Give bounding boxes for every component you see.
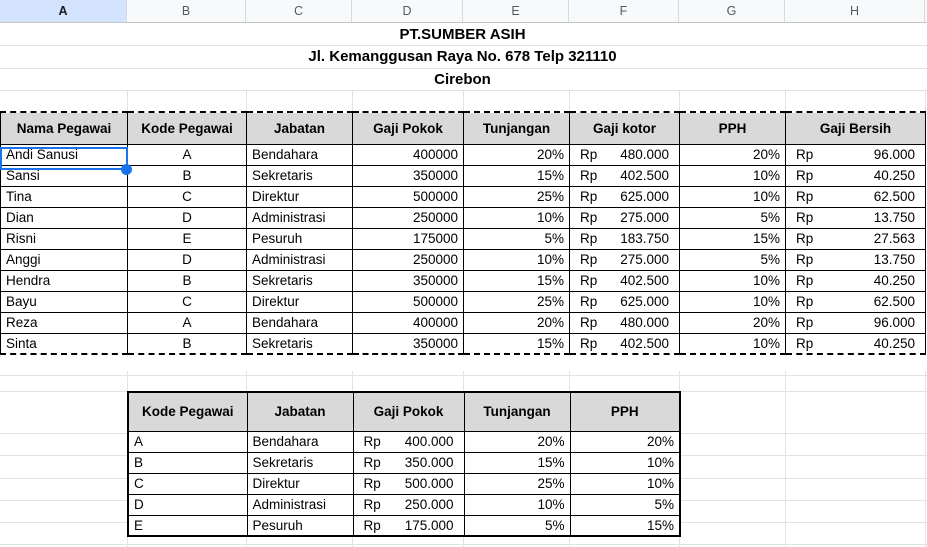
- currency-label: Rp: [580, 189, 598, 204]
- cell-gaji-pokok[interactable]: 250000: [353, 207, 464, 228]
- cell-gaji-bersih[interactable]: [786, 312, 926, 333]
- gaji-kotor-value: 480.000: [620, 315, 669, 330]
- currency-label: Rp: [363, 434, 381, 449]
- cell-jabatan[interactable]: Administrasi: [247, 207, 353, 228]
- gaji-bersih-value: 96.000: [873, 315, 915, 330]
- gaji-bersih-value: 13.750: [873, 252, 915, 267]
- cell-gaji-pokok[interactable]: [353, 515, 464, 536]
- cell-jabatan[interactable]: Bendahara: [247, 144, 353, 165]
- cell-tunjangan[interactable]: 20%: [464, 431, 570, 452]
- header-tunjangan[interactable]: Tunjangan: [464, 112, 570, 144]
- cell-jabatan[interactable]: Sekretaris: [247, 270, 353, 291]
- column-header-B[interactable]: B: [127, 0, 246, 22]
- currency-label: Rp: [796, 147, 814, 162]
- currency-label: Rp: [363, 497, 381, 512]
- lookup-header-kode-pegawai[interactable]: Kode Pegawai: [128, 392, 247, 431]
- column-header-E[interactable]: E: [463, 0, 569, 22]
- cell-gaji-bersih[interactable]: [786, 165, 926, 186]
- cell-gaji-bersih[interactable]: [786, 270, 926, 291]
- column-header-G[interactable]: G: [679, 0, 785, 22]
- cell-gaji-bersih[interactable]: [786, 186, 926, 207]
- cell-gaji-pokok[interactable]: [353, 473, 464, 494]
- cell-nama-pegawai[interactable]: Dian: [1, 207, 128, 228]
- header-nama-pegawai[interactable]: Nama Pegawai: [1, 112, 128, 144]
- currency-label: Rp: [796, 210, 814, 225]
- gaji-bersih-value: 13.750: [873, 210, 915, 225]
- currency-label: Rp: [580, 210, 598, 225]
- lookup-row: [128, 452, 680, 473]
- currency-label: Rp: [580, 168, 598, 183]
- cell-gaji-pokok[interactable]: 350000: [353, 165, 464, 186]
- employee-row: [1, 165, 926, 186]
- cell-kode-pegawai[interactable]: B: [128, 333, 247, 354]
- cell-pph[interactable]: 5%: [570, 494, 680, 515]
- cell-kode-pegawai[interactable]: C: [128, 186, 247, 207]
- cell-pph[interactable]: 10%: [570, 452, 680, 473]
- cell-kode-pegawai[interactable]: A: [128, 144, 247, 165]
- cell-tunjangan[interactable]: 15%: [464, 333, 570, 354]
- gaji-pokok-value: 500.000: [404, 476, 454, 491]
- lookup-header-pph[interactable]: PPH: [570, 392, 680, 431]
- cell-jabatan[interactable]: Sekretaris: [247, 452, 353, 473]
- currency-label: Rp: [796, 335, 814, 351]
- currency-label: Rp: [796, 231, 814, 246]
- cell-gaji-bersih[interactable]: [786, 291, 926, 312]
- gaji-kotor-value: 625.000: [620, 294, 669, 309]
- cell-tunjangan[interactable]: 25%: [464, 473, 570, 494]
- cell-gaji-kotor[interactable]: [570, 207, 680, 228]
- column-header-C[interactable]: C: [246, 0, 352, 22]
- column-header-F[interactable]: F: [569, 0, 679, 22]
- cell-pph[interactable]: 15%: [570, 515, 680, 536]
- lookup-row: [128, 515, 680, 536]
- cell-nama-pegawai[interactable]: Andi Sanusi: [1, 144, 128, 165]
- employee-row: [1, 312, 926, 333]
- cell-kode-pegawai[interactable]: D: [128, 207, 247, 228]
- currency-label: Rp: [796, 168, 814, 183]
- cell-kode-pegawai[interactable]: A: [128, 312, 247, 333]
- header-gaji-pokok[interactable]: Gaji Pokok: [353, 112, 464, 144]
- gaji-kotor-value: 480.000: [620, 147, 669, 162]
- cell-kode[interactable]: C: [128, 473, 247, 494]
- lookup-header-tunjangan[interactable]: Tunjangan: [464, 392, 570, 431]
- lookup-row: [128, 431, 680, 452]
- gaji-kotor-value: 275.000: [620, 210, 669, 225]
- cell-gaji-kotor[interactable]: [570, 270, 680, 291]
- gridline: [925, 90, 926, 112]
- employee-row: [1, 186, 926, 207]
- cell-pph[interactable]: 5%: [680, 207, 786, 228]
- cell-gaji-pokok[interactable]: [353, 452, 464, 473]
- gridline: [785, 371, 786, 547]
- cell-gaji-pokok[interactable]: 175000: [353, 228, 464, 249]
- cell-pph[interactable]: 10%: [680, 270, 786, 291]
- cell-jabatan[interactable]: Bendahara: [247, 431, 353, 452]
- column-header-H[interactable]: H: [785, 0, 925, 22]
- lookup-row: [128, 473, 680, 494]
- currency-label: Rp: [580, 315, 598, 330]
- cell-kode-pegawai[interactable]: C: [128, 291, 247, 312]
- cell-jabatan[interactable]: Pesuruh: [247, 515, 353, 536]
- currency-label: Rp: [796, 273, 814, 288]
- gaji-bersih-value: 62.500: [873, 294, 915, 309]
- employee-row: [1, 270, 926, 291]
- gaji-kotor-value: 625.000: [620, 189, 669, 204]
- lookup-table: [127, 391, 681, 537]
- header-gaji-kotor[interactable]: Gaji kotor: [570, 112, 680, 144]
- cell-gaji-kotor[interactable]: [570, 249, 680, 270]
- header-pph[interactable]: PPH: [680, 112, 786, 144]
- currency-label: Rp: [796, 294, 814, 309]
- currency-label: Rp: [796, 189, 814, 204]
- cell-tunjangan[interactable]: 10%: [464, 494, 570, 515]
- cell-pph[interactable]: 10%: [680, 165, 786, 186]
- cell-gaji-bersih[interactable]: [786, 333, 926, 354]
- cell-jabatan[interactable]: Direktur: [247, 291, 353, 312]
- cell-kode-pegawai[interactable]: E: [128, 228, 247, 249]
- cell-tunjangan[interactable]: 10%: [464, 249, 570, 270]
- gridline: [925, 371, 926, 547]
- cell-pph[interactable]: 15%: [680, 228, 786, 249]
- currency-label: Rp: [580, 231, 598, 246]
- cell-gaji-kotor[interactable]: [570, 144, 680, 165]
- cell-gaji-kotor[interactable]: [570, 228, 680, 249]
- cell-jabatan[interactable]: Direktur: [247, 186, 353, 207]
- cell-pph[interactable]: 20%: [570, 431, 680, 452]
- employee-row: [1, 249, 926, 270]
- gaji-kotor-value: 275.000: [620, 252, 669, 267]
- currency-label: Rp: [580, 147, 598, 162]
- gaji-pokok-value: 350.000: [404, 455, 454, 470]
- cell-gaji-bersih[interactable]: [786, 228, 926, 249]
- gridline: [679, 90, 680, 112]
- gaji-bersih-value: 27.563: [873, 231, 915, 246]
- cell-kode[interactable]: D: [128, 494, 247, 515]
- cell-nama-pegawai[interactable]: Tina: [1, 186, 128, 207]
- column-header-D[interactable]: D: [352, 0, 463, 22]
- currency-label: Rp: [580, 294, 598, 309]
- cell-gaji-bersih[interactable]: [786, 144, 926, 165]
- cell-nama-pegawai[interactable]: Hendra: [1, 270, 128, 291]
- currency-label: Rp: [363, 517, 381, 533]
- cell-jabatan[interactable]: Sekretaris: [247, 165, 353, 186]
- header-jabatan[interactable]: Jabatan: [247, 112, 353, 144]
- cell-kode-pegawai[interactable]: B: [128, 165, 247, 186]
- cell-gaji-pokok[interactable]: 350000: [353, 333, 464, 354]
- gridline: [785, 90, 786, 112]
- gaji-bersih-value: 96.000: [873, 147, 915, 162]
- gaji-kotor-value: 402.500: [620, 273, 669, 288]
- cell-kode[interactable]: E: [128, 515, 247, 536]
- cell-jabatan[interactable]: Bendahara: [247, 312, 353, 333]
- cell-gaji-bersih[interactable]: [786, 207, 926, 228]
- cell-tunjangan[interactable]: 15%: [464, 165, 570, 186]
- title-address[interactable]: Jl. Kemanggusan Raya No. 678 Telp 321110: [308, 48, 617, 65]
- gaji-bersih-value: 62.500: [873, 189, 915, 204]
- gaji-pokok-value: 175.000: [404, 517, 454, 533]
- cell-kode[interactable]: B: [128, 452, 247, 473]
- gaji-pokok-value: 250.000: [404, 497, 454, 512]
- cell-pph[interactable]: 10%: [570, 473, 680, 494]
- employee-row: [1, 228, 926, 249]
- gaji-bersih-value: 40.250: [873, 273, 915, 288]
- gaji-kotor-value: 402.500: [620, 168, 669, 183]
- currency-label: Rp: [580, 273, 598, 288]
- cell-jabatan[interactable]: Direktur: [247, 473, 353, 494]
- cell-nama-pegawai[interactable]: Sinta: [1, 333, 128, 354]
- gaji-pokok-value: 400.000: [404, 434, 454, 449]
- cell-tunjangan[interactable]: 10%: [464, 207, 570, 228]
- gridline: [352, 90, 353, 112]
- currency-label: Rp: [363, 476, 381, 491]
- gridline: [246, 90, 247, 112]
- cell-gaji-pokok[interactable]: 250000: [353, 249, 464, 270]
- cell-kode-pegawai[interactable]: D: [128, 249, 247, 270]
- cell-gaji-pokok[interactable]: 400000: [353, 312, 464, 333]
- cell-gaji-kotor[interactable]: [570, 312, 680, 333]
- currency-label: Rp: [580, 335, 598, 351]
- currency-label: Rp: [580, 252, 598, 267]
- lookup-row: [128, 494, 680, 515]
- cell-gaji-kotor[interactable]: [570, 186, 680, 207]
- cell-nama-pegawai[interactable]: Bayu: [1, 291, 128, 312]
- cell-nama-pegawai[interactable]: Risni: [1, 228, 128, 249]
- cell-gaji-pokok[interactable]: 400000: [353, 144, 464, 165]
- cell-jabatan[interactable]: Pesuruh: [247, 228, 353, 249]
- cell-pph[interactable]: 10%: [680, 186, 786, 207]
- cell-gaji-kotor[interactable]: [570, 333, 680, 354]
- cell-tunjangan[interactable]: 5%: [464, 515, 570, 536]
- cell-gaji-pokok[interactable]: [353, 494, 464, 515]
- gridline: [127, 90, 128, 112]
- lookup-header-jabatan[interactable]: Jabatan: [247, 392, 353, 431]
- gaji-bersih-value: 40.250: [873, 335, 915, 351]
- cell-tunjangan[interactable]: 20%: [464, 312, 570, 333]
- employee-row: [1, 144, 926, 165]
- cell-gaji-kotor[interactable]: [570, 291, 680, 312]
- header-kode-pegawai[interactable]: Kode Pegawai: [128, 112, 247, 144]
- cell-kode[interactable]: A: [128, 431, 247, 452]
- employee-row: [1, 333, 926, 354]
- cell-gaji-pokok[interactable]: 500000: [353, 186, 464, 207]
- column-header-A[interactable]: A: [0, 0, 127, 22]
- cell-jabatan[interactable]: Sekretaris: [247, 333, 353, 354]
- cell-gaji-pokok[interactable]: [353, 431, 464, 452]
- cell-jabatan[interactable]: Administrasi: [247, 494, 353, 515]
- currency-label: Rp: [363, 455, 381, 470]
- main-employee-table: [0, 111, 926, 355]
- gaji-bersih-value: 40.250: [873, 168, 915, 183]
- column-header-strip: [0, 0, 927, 23]
- cell-kode-pegawai[interactable]: B: [128, 270, 247, 291]
- cell-nama-pegawai[interactable]: Anggi: [1, 249, 128, 270]
- cell-gaji-pokok[interactable]: 350000: [353, 270, 464, 291]
- title-city[interactable]: Cirebon: [434, 70, 491, 88]
- cell-gaji-pokok[interactable]: 500000: [353, 291, 464, 312]
- cell-nama-pegawai[interactable]: Reza: [1, 312, 128, 333]
- cell-pph[interactable]: 5%: [680, 249, 786, 270]
- employee-row: [1, 291, 926, 312]
- cell-nama-pegawai[interactable]: Sansi: [1, 165, 128, 186]
- gaji-kotor-value: 402.500: [620, 335, 669, 351]
- cell-tunjangan[interactable]: 20%: [464, 144, 570, 165]
- cell-jabatan[interactable]: Administrasi: [247, 249, 353, 270]
- fill-handle[interactable]: [121, 164, 132, 175]
- gaji-kotor-value: 183.750: [620, 231, 669, 246]
- gridline: [463, 90, 464, 112]
- employee-row: [1, 207, 926, 228]
- cell-pph[interactable]: 10%: [680, 333, 786, 354]
- lookup-header-gaji-pokok[interactable]: Gaji Pokok: [353, 392, 464, 431]
- currency-label: Rp: [796, 315, 814, 330]
- cell-pph[interactable]: 20%: [680, 144, 786, 165]
- header-gaji-bersih[interactable]: Gaji Bersih: [786, 112, 926, 144]
- title-company[interactable]: PT.SUMBER ASIH: [399, 25, 526, 43]
- cell-gaji-bersih[interactable]: [786, 249, 926, 270]
- cell-pph[interactable]: 20%: [680, 312, 786, 333]
- currency-label: Rp: [796, 252, 814, 267]
- cell-pph[interactable]: 10%: [680, 291, 786, 312]
- cell-tunjangan[interactable]: 25%: [464, 186, 570, 207]
- cell-tunjangan[interactable]: 25%: [464, 291, 570, 312]
- cell-tunjangan[interactable]: 15%: [464, 270, 570, 291]
- cell-tunjangan[interactable]: 5%: [464, 228, 570, 249]
- cell-gaji-kotor[interactable]: [570, 165, 680, 186]
- gridline: [569, 90, 570, 112]
- cell-tunjangan[interactable]: 15%: [464, 452, 570, 473]
